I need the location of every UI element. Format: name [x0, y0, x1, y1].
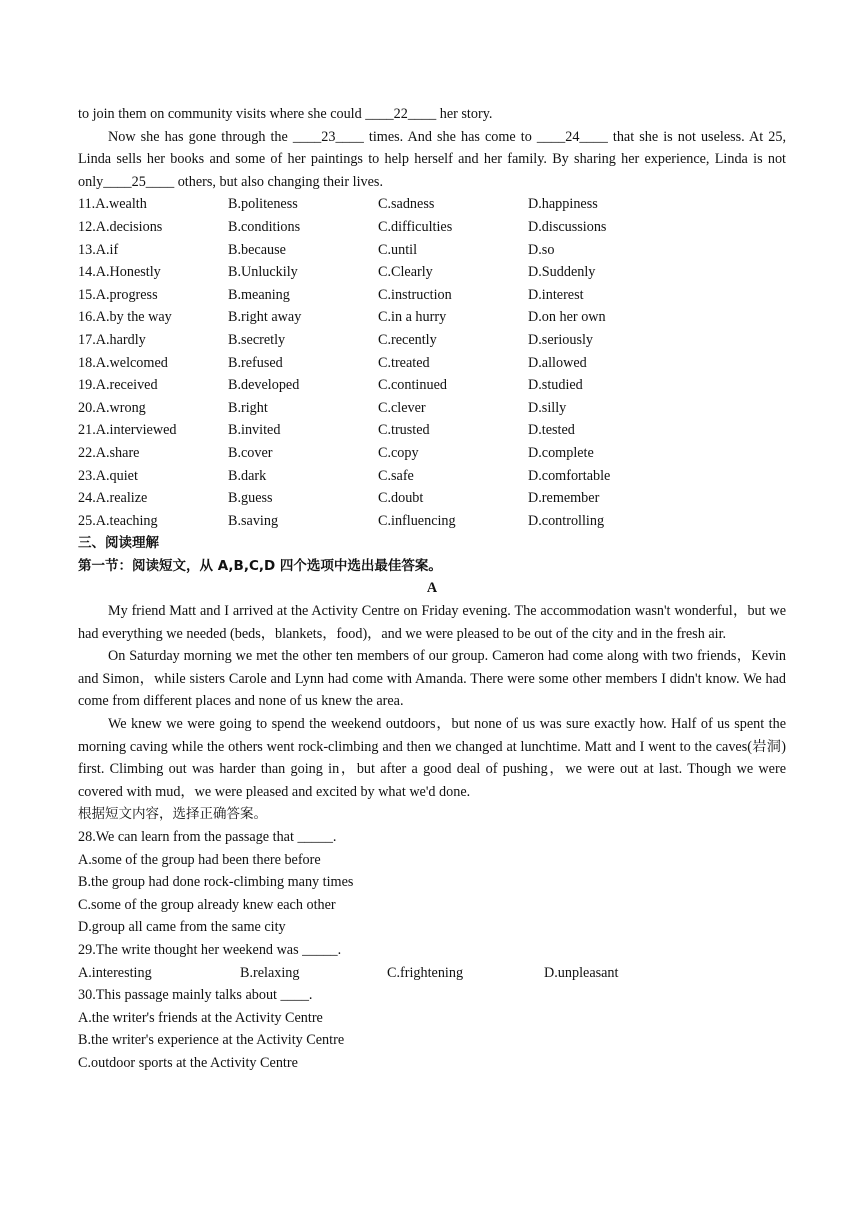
cloze-option-a[interactable]: 11.A.wealth	[78, 196, 147, 213]
cloze-option-d[interactable]: D.seriously	[528, 331, 594, 348]
cloze-option-row	[78, 487, 786, 510]
cloze-option-c[interactable]: C.in a hurry	[378, 309, 447, 326]
cloze-option-a[interactable]: 22.A.share	[78, 444, 140, 461]
cloze-option-row	[78, 216, 786, 239]
question-30-option-c[interactable]: C.outdoor sports at the Activity Centre	[78, 1054, 298, 1071]
cloze-option-row	[78, 239, 786, 262]
cloze-option-d[interactable]: D.on her own	[528, 309, 606, 326]
cloze-option-row	[78, 442, 786, 465]
cloze-option-a[interactable]: 19.A.received	[78, 377, 158, 394]
cloze-option-b[interactable]: B.cover	[228, 444, 273, 461]
cloze-option-c[interactable]: C.treated	[378, 354, 430, 371]
cloze-option-b[interactable]: B.because	[228, 241, 286, 258]
instruction-text: 根据短文内容，选择正确答案。	[78, 806, 267, 823]
question-29-option-b[interactable]: B.relaxing	[240, 964, 300, 981]
cloze-option-a[interactable]: 18.A.welcomed	[78, 354, 168, 371]
cloze-option-c[interactable]: C.influencing	[378, 512, 456, 529]
cloze-option-d[interactable]: D.Suddenly	[528, 264, 596, 281]
cloze-option-d[interactable]: D.remember	[528, 490, 600, 507]
cloze-option-c[interactable]: C.copy	[378, 444, 419, 461]
cloze-paragraph-end: Now she has gone through the ____23____ times. And she has come to ____24____ that she is not useless. At 25, Linda sells her books and some of her paintings to help herself and her family. By sharing her experience, Linda is not only____25____ others, but also changing their lives.	[78, 128, 786, 190]
cloze-option-b[interactable]: B.invited	[228, 422, 281, 439]
cloze-option-c[interactable]: C.recently	[378, 331, 437, 348]
passage-paragraph-3: We knew we were going to spend the weekend outdoors，but none of us was sure exactly how. Half of us spent the morning caving while the others went rock-climbing and then we changed at lunchtime. Matt and I went to the caves(岩洞) first. Climbing out was harder than going in，but after a good deal of pushing，we were out at last. Though we were covered with mud，we were pleased and excited by what we'd done.	[78, 716, 786, 800]
section-subheading: 第一节：阅读短文，从 A,B,C,D 四个选项中选出最佳答案。	[78, 557, 442, 574]
cloze-option-row	[78, 419, 786, 442]
cloze-option-d[interactable]: D.interest	[528, 286, 584, 303]
cloze-option-a[interactable]: 20.A.wrong	[78, 399, 146, 416]
section-heading: 三、阅读理解	[78, 535, 159, 552]
cloze-option-d[interactable]: D.happiness	[528, 196, 598, 213]
cloze-option-b[interactable]: B.secretly	[228, 331, 286, 348]
cloze-option-a[interactable]: 16.A.by the way	[78, 309, 172, 326]
cloze-option-b[interactable]: B.saving	[228, 512, 279, 529]
cloze-option-c[interactable]: C.continued	[378, 377, 447, 394]
cloze-option-d[interactable]: D.complete	[528, 444, 594, 461]
question-30-option-b[interactable]: B.the writer's experience at the Activity Centre	[78, 1032, 345, 1049]
cloze-option-row	[78, 352, 786, 375]
cloze-option-d[interactable]: D.controlling	[528, 512, 605, 529]
cloze-option-a[interactable]: 17.A.hardly	[78, 331, 146, 348]
cloze-option-c[interactable]: C.trusted	[378, 422, 430, 439]
cloze-option-c[interactable]: C.clever	[378, 399, 426, 416]
question-28-option-c[interactable]: C.some of the group already knew each other	[78, 896, 336, 913]
cloze-option-b[interactable]: B.Unluckily	[228, 264, 298, 281]
cloze-option-d[interactable]: D.allowed	[528, 354, 587, 371]
question-29-option-a[interactable]: A.interesting	[78, 964, 152, 981]
cloze-option-c[interactable]: C.difficulties	[378, 218, 453, 235]
question-30-option-a[interactable]: A.the writer's friends at the Activity Centre	[78, 1009, 323, 1026]
question-29-option-d[interactable]: D.unpleasant	[544, 964, 619, 981]
passage-paragraph-1: My friend Matt and I arrived at the Activity Centre on Friday evening. The accommodation wasn't wonderful，but we had everything we needed (beds，blankets，food)，and we were pleased to be out of the city and in the fresh air.	[78, 603, 786, 642]
cloze-option-c[interactable]: C.sadness	[378, 196, 435, 213]
exam-page	[78, 103, 786, 1075]
cloze-option-c[interactable]: C.instruction	[378, 286, 452, 303]
question-29-options	[78, 962, 786, 985]
cloze-option-b[interactable]: B.meaning	[228, 286, 290, 303]
cloze-option-a[interactable]: 24.A.realize	[78, 490, 148, 507]
cloze-option-b[interactable]: B.dark	[228, 467, 267, 484]
cloze-option-b[interactable]: B.right away	[228, 309, 302, 326]
cloze-option-b[interactable]: B.politeness	[228, 196, 298, 213]
cloze-option-row	[78, 397, 786, 420]
cloze-option-a[interactable]: 15.A.progress	[78, 286, 158, 303]
cloze-option-a[interactable]: 25.A.teaching	[78, 512, 158, 529]
cloze-option-c[interactable]: C.until	[378, 241, 418, 258]
cloze-option-d[interactable]: D.silly	[528, 399, 567, 416]
cloze-option-c[interactable]: C.safe	[378, 467, 414, 484]
cloze-option-row	[78, 261, 786, 284]
cloze-option-a[interactable]: 13.A.if	[78, 241, 119, 258]
question-28-option-b[interactable]: B.the group had done rock-climbing many times	[78, 874, 354, 891]
cloze-options-list	[78, 193, 786, 532]
cloze-option-c[interactable]: C.Clearly	[378, 264, 433, 281]
question-29-stem: 29.The write thought her weekend was _____.	[78, 941, 342, 958]
cloze-option-d[interactable]: D.comfortable	[528, 467, 611, 484]
cloze-option-a[interactable]: 21.A.interviewed	[78, 422, 177, 439]
cloze-option-d[interactable]: D.so	[528, 241, 555, 258]
question-30-stem: 30.This passage mainly talks about ____.	[78, 987, 313, 1004]
question-28-stem: 28.We can learn from the passage that _____.	[78, 829, 337, 845]
cloze-option-a[interactable]: 14.A.Honestly	[78, 264, 161, 281]
question-29-option-c[interactable]: C.frightening	[387, 964, 464, 981]
passage-label: A	[426, 580, 438, 597]
cloze-option-row	[78, 284, 786, 307]
cloze-option-d[interactable]: D.discussions	[528, 218, 607, 235]
cloze-option-c[interactable]: C.doubt	[378, 490, 424, 507]
cloze-option-row	[78, 306, 786, 329]
cloze-line-22: to join them on community visits where she could ____22____ her story.	[78, 106, 493, 122]
cloze-option-a[interactable]: 23.A.quiet	[78, 467, 138, 484]
passage-paragraph-2: On Saturday morning we met the other ten members of our group. Cameron had come along with two friends，Kevin and Simon，while sisters Carole and Lynn had come with Amanda. There were some other members I didn't know. We had come from different places and none of us knew the area.	[78, 648, 786, 710]
cloze-option-b[interactable]: B.right	[228, 399, 268, 416]
question-28-option-a[interactable]: A.some of the group had been there before	[78, 851, 321, 868]
cloze-option-row	[78, 465, 786, 488]
cloze-option-d[interactable]: D.tested	[528, 422, 575, 439]
cloze-option-b[interactable]: B.conditions	[228, 218, 301, 235]
cloze-option-row	[78, 374, 786, 397]
cloze-option-a[interactable]: 12.A.decisions	[78, 218, 163, 235]
cloze-option-b[interactable]: B.guess	[228, 490, 273, 507]
question-28-option-d[interactable]: D.group all came from the same city	[78, 919, 286, 936]
cloze-option-d[interactable]: D.studied	[528, 377, 583, 394]
cloze-option-row	[78, 510, 786, 533]
cloze-option-b[interactable]: B.refused	[228, 354, 283, 371]
cloze-option-b[interactable]: B.developed	[228, 377, 300, 394]
cloze-option-row	[78, 193, 786, 216]
cloze-option-row	[78, 329, 786, 352]
